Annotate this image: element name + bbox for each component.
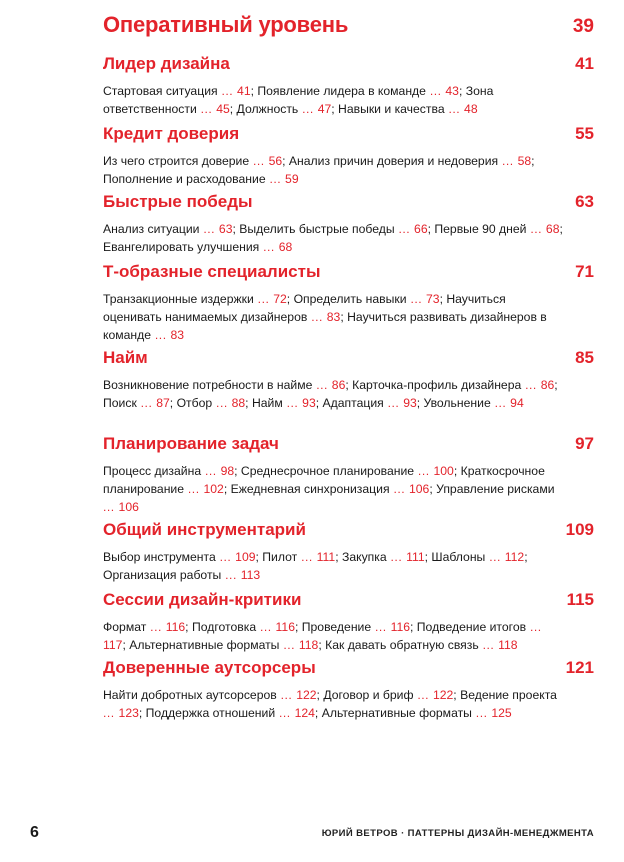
section-heading (103, 124, 594, 148)
section-page-number: 121 (565, 658, 594, 677)
leader-dots: ... (215, 550, 236, 564)
leader-dots: ... (394, 222, 415, 236)
entry-separator: ; (424, 550, 432, 564)
leader-dots: ... (103, 706, 119, 720)
leader-dots: ... (256, 620, 276, 634)
section-entries (103, 290, 563, 344)
section-page-number: 109 (565, 520, 594, 539)
leader-dots: ... (444, 102, 465, 116)
entry-title: Увольнение (423, 396, 491, 410)
section-entries (103, 220, 563, 256)
toc-section (103, 192, 594, 256)
entry-page-number: 94 (510, 396, 524, 410)
leader-dots: ... (276, 688, 297, 702)
entry-title: Зона ответственности (103, 84, 494, 116)
entry-page-number: 100 (433, 464, 454, 478)
entry-title: Договор и бриф (323, 688, 414, 702)
entry-title: Среднесрочное планирование (240, 464, 415, 478)
entry-title: Подведение итогов (416, 620, 527, 634)
section-title: Общий инструментарий (103, 520, 306, 539)
entry-page-number: 106 (118, 500, 139, 514)
entry-title: Шаблоны (431, 550, 486, 564)
entry-page-number: 68 (278, 240, 293, 254)
leader-dots: ... (383, 396, 404, 410)
entry-title: Поиск (103, 396, 137, 410)
entry-title: Выделить быстрые победы (239, 222, 395, 236)
entry-title: Подготовка (191, 620, 257, 634)
entry-title: Карточка-профиль дизайнера (352, 378, 522, 392)
entry-separator: ; (331, 102, 339, 116)
entry-page-number: 87 (156, 396, 170, 410)
leader-dots: ... (307, 310, 327, 324)
entry-page-number: 45 (216, 102, 230, 116)
entry-page-number: 66 (414, 222, 428, 236)
entry-page-number: 63 (218, 222, 233, 236)
entry-separator: ; (340, 310, 348, 324)
entry-title: Определить навыки (293, 292, 407, 306)
entry-page-number: 118 (498, 638, 518, 652)
toc-section (103, 124, 594, 188)
entry-title: Пополнение и расходование (103, 172, 266, 186)
entry-page-number: 123 (118, 706, 139, 720)
leader-dots: ... (221, 568, 241, 582)
toc-section (103, 520, 594, 584)
entry-separator: ; (318, 638, 326, 652)
entry-page-number: 88 (231, 396, 246, 410)
entry-title: Краткосрочное планирование (103, 464, 545, 496)
entry-page-number: 106 (409, 482, 430, 496)
entry-page-number: 68 (545, 222, 560, 236)
entry-separator: ; (335, 550, 342, 564)
entry-page-number: 124 (294, 706, 315, 720)
leader-dots: ... (413, 688, 433, 702)
section-entries (103, 462, 563, 516)
section-entries (103, 686, 563, 722)
entry-separator: ; (223, 482, 231, 496)
section-heading (103, 590, 594, 614)
leader-dots: ... (184, 482, 204, 496)
section-title: Планирование задач (103, 434, 279, 453)
entry-separator: ; (410, 620, 417, 634)
leader-dots: ... (275, 706, 295, 720)
section-heading (103, 262, 594, 286)
section-title: Доверенные аутсорсеры (103, 658, 316, 677)
section-page-number: 85 (575, 348, 594, 367)
entry-title: Должность (236, 102, 299, 116)
entry-page-number: 43 (445, 84, 459, 98)
entry-title: Научиться развивать дизайнеров в команде (103, 310, 547, 342)
leader-dots: ... (199, 222, 219, 236)
toc-section (103, 434, 594, 516)
entry-separator: ; (554, 378, 558, 392)
toc-section (103, 54, 594, 118)
leader-dots: ... (386, 550, 407, 564)
section-heading (103, 520, 594, 544)
entry-page-number: 86 (331, 378, 346, 392)
part-heading (103, 12, 594, 38)
leader-dots: ... (151, 328, 171, 342)
entry-title: Пилот (262, 550, 298, 564)
entry-separator: ; (250, 84, 258, 98)
section-heading (103, 434, 594, 458)
entry-separator: ; (169, 396, 177, 410)
entry-separator: ; (122, 638, 130, 652)
entry-separator: ; (286, 292, 294, 306)
entry-title: Ежедневная синхронизация (230, 482, 390, 496)
entry-title: Альтернативные форматы (321, 706, 472, 720)
entry-page-number: 116 (390, 620, 411, 634)
entry-title: Формат (103, 620, 147, 634)
entry-page-number: 48 (464, 102, 478, 116)
entry-page-number: 111 (316, 550, 336, 564)
leader-dots: ... (485, 550, 505, 564)
entry-page-number: 98 (220, 464, 235, 478)
leader-dots: ... (201, 464, 221, 478)
entry-title: Навыки и качества (338, 102, 445, 116)
entry-title: Альтернативные форматы (129, 638, 280, 652)
entry-page-number: 93 (302, 396, 316, 410)
leader-dots: ... (521, 378, 541, 392)
entry-page-number: 47 (317, 102, 332, 116)
part-page-number: 39 (572, 16, 594, 37)
leader-dots: ... (259, 240, 279, 254)
entry-page-number: 112 (504, 550, 525, 564)
entry-page-number: 58 (517, 154, 532, 168)
section-heading (103, 658, 594, 682)
entry-page-number: 117 (103, 638, 123, 652)
entry-separator: ; (429, 482, 437, 496)
entry-separator: ; (559, 222, 563, 236)
entry-title: Как давать обратную связь (325, 638, 479, 652)
section-heading (103, 54, 594, 78)
entry-page-number: 122 (432, 688, 454, 702)
entry-page-number: 118 (298, 638, 319, 652)
leader-dots: ... (265, 172, 286, 186)
entry-title: Отбор (176, 396, 213, 410)
section-page-number: 71 (575, 262, 594, 281)
entry-title: Появление лидера в команде (257, 84, 426, 98)
entry-title: Найм (251, 396, 283, 410)
section-title: Быстрые победы (103, 192, 253, 211)
entry-title: Найти добротных аутсорсеров (103, 688, 277, 702)
entry-page-number: 113 (240, 568, 261, 582)
entry-title: Управление рисками (436, 482, 555, 496)
section-entries (103, 618, 563, 654)
entry-page-number: 59 (285, 172, 299, 186)
entry-separator: ; (282, 154, 289, 168)
section-entries (103, 548, 563, 584)
section-title: Найм (103, 348, 148, 367)
entry-page-number: 73 (426, 292, 440, 306)
entry-title: Возникновение потребности в найме (103, 378, 313, 392)
entry-page-number: 102 (203, 482, 224, 496)
entry-page-number: 56 (268, 154, 283, 168)
section-page-number: 41 (575, 54, 594, 73)
leader-dots: ... (498, 154, 518, 168)
entry-title: Научиться оценивать нанимаемых дизайнеров (103, 292, 506, 324)
leader-dots: ... (103, 500, 119, 514)
entry-separator: ; (255, 550, 263, 564)
toc-section (103, 658, 594, 722)
entry-title: Евангелировать улучшения (103, 240, 260, 254)
entry-separator: ; (345, 378, 353, 392)
leader-dots: ... (526, 620, 542, 634)
section-entries (103, 376, 563, 412)
entry-title: Закупка (341, 550, 387, 564)
running-title: ЮРИЙ ВЕТРОВ · ПАТТЕРНЫ ДИЗАЙН-МЕНЕДЖМЕНТА (321, 828, 594, 839)
entry-page-number: 111 (406, 550, 425, 564)
part-title: Оперативный уровень (103, 12, 349, 37)
entry-title: Ведение проекта (460, 688, 557, 702)
entry-separator: ; (234, 464, 241, 478)
entry-separator: ; (453, 464, 461, 478)
leader-dots: ... (406, 292, 426, 306)
section-title: Т-образные специалисты (103, 262, 321, 281)
entry-title: Из чего строится доверие (103, 154, 250, 168)
entry-page-number: 93 (403, 396, 417, 410)
entry-title: Поддержка отношений (145, 706, 276, 720)
section-page-number: 97 (575, 434, 594, 453)
leader-dots: ... (526, 222, 546, 236)
entry-page-number: 72 (273, 292, 287, 306)
leader-dots: ... (312, 378, 332, 392)
entry-title: Анализ причин доверия и недоверия (288, 154, 499, 168)
leader-dots: ... (478, 638, 499, 652)
entry-separator: ; (315, 396, 323, 410)
entry-title: Организация работы (103, 568, 222, 582)
entry-title: Стартовая ситуация (103, 84, 218, 98)
entry-title: Первые 90 дней (434, 222, 527, 236)
entry-title: Процесс дизайна (103, 464, 202, 478)
section-heading (103, 348, 594, 372)
leader-dots: ... (136, 396, 157, 410)
section-title: Лидер дизайна (103, 54, 230, 73)
page-number: 6 (30, 824, 39, 841)
leader-dots: ... (217, 84, 238, 98)
leader-dots: ... (146, 620, 166, 634)
entry-page-number: 83 (326, 310, 341, 324)
entry-separator: ; (229, 102, 237, 116)
entry-separator: ; (316, 688, 324, 702)
entry-page-number: 122 (296, 688, 317, 702)
entry-separator: ; (524, 550, 528, 564)
leader-dots: ... (389, 482, 409, 496)
leader-dots: ... (249, 154, 269, 168)
entry-separator: ; (416, 396, 424, 410)
entry-separator: ; (458, 84, 466, 98)
section-entries (103, 152, 563, 188)
entry-page-number: 86 (540, 378, 555, 392)
leader-dots: ... (471, 706, 492, 720)
leader-dots: ... (490, 396, 511, 410)
toc-section (103, 348, 594, 412)
entry-separator: ; (185, 620, 192, 634)
entry-separator: ; (531, 154, 535, 168)
entry-title: Проведение (301, 620, 372, 634)
leader-dots: ... (425, 84, 446, 98)
leader-dots: ... (298, 102, 318, 116)
entry-title: Выбор инструмента (103, 550, 216, 564)
entry-separator: ; (439, 292, 447, 306)
toc-section (103, 590, 594, 654)
section-title: Кредит доверия (103, 124, 240, 143)
leader-dots: ... (414, 464, 434, 478)
entry-separator: ; (294, 620, 302, 634)
entry-page-number: 109 (235, 550, 256, 564)
entry-title: Адаптация (322, 396, 384, 410)
leader-dots: ... (212, 396, 232, 410)
entry-separator: ; (245, 396, 252, 410)
section-title: Сессии дизайн-критики (103, 590, 302, 609)
entry-separator: ; (314, 706, 322, 720)
leader-dots: ... (279, 638, 299, 652)
entry-page-number: 83 (170, 328, 185, 342)
leader-dots: ... (282, 396, 303, 410)
entry-page-number: 125 (491, 706, 512, 720)
leader-dots: ... (196, 102, 217, 116)
entry-page-number: 116 (275, 620, 295, 634)
entry-separator: ; (453, 688, 461, 702)
leader-dots: ... (371, 620, 391, 634)
leader-dots: ... (253, 292, 274, 306)
toc-section (103, 262, 594, 344)
entry-page-number: 116 (165, 620, 186, 634)
entry-page-number: 41 (237, 84, 251, 98)
entry-title: Анализ ситуации (103, 222, 200, 236)
section-page-number: 55 (575, 124, 594, 143)
entry-separator: ; (232, 222, 240, 236)
leader-dots: ... (297, 550, 317, 564)
entry-title: Транзакционные издержки (103, 292, 254, 306)
section-entries (103, 82, 563, 118)
section-page-number: 115 (566, 590, 594, 609)
entry-separator: ; (427, 222, 435, 236)
entry-separator: ; (138, 706, 146, 720)
section-page-number: 63 (575, 192, 594, 211)
section-heading (103, 192, 594, 216)
